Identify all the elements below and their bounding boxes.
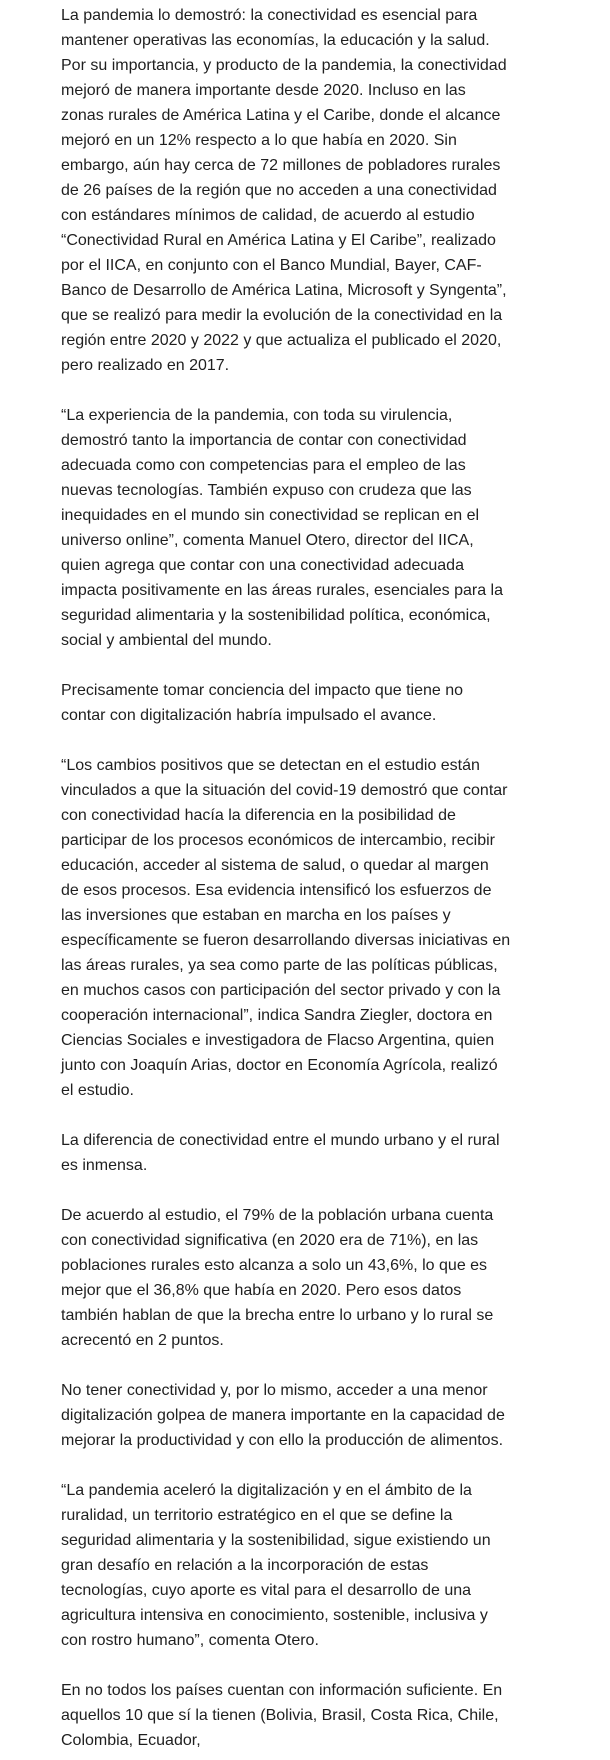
article-paragraph: No tener conectividad y, por lo mismo, acceder a una menor digitalización golpea de manera importante en la capacidad de mejorar la productividad y con ello la producción de alimentos. [61, 1382, 505, 1449]
article-paragraph: “La pandemia aceleró la digitalización y en el ámbito de la ruralidad, un territorio estratégico en el que se define la seguridad alimentaria y la sostenibilidad, sigue existiendo un gran desafío en relación a la incorporación de estas tecnologías, cuyo aporte es vital para el desarrollo de una agricultura intensiva en conocimiento, sostenible, inclusiva y con rostro humano”, comenta Otero. [61, 1482, 491, 1649]
article-paragraph: La diferencia de conectividad entre el mundo urbano y el rural es inmensa. [61, 1132, 500, 1174]
article-paragraph: Precisamente tomar conciencia del impacto que tiene no contar con digitalización habría impulsado el avance. [61, 682, 463, 724]
article-paragraph: De acuerdo al estudio, el 79% de la población urbana cuenta con conectividad significativa (en 2020 era de 71%), en las poblaciones rurales esto alcanza a solo un 43,6%, lo que es mejor que el 36,8% que había en 2020. Pero esos datos también hablan de que la brecha entre lo urbano y lo rural se acrecentó en 2 puntos. [61, 1207, 494, 1349]
article-paragraph: La pandemia lo demostró: la conectividad es esencial para mantener operativas las economías, la educación y la salud. Por su importancia, y producto de la pandemia, la conectividad mejoró de manera importante desde 2020. Incluso en las zonas rurales de América Latina y el Caribe, donde el alcance mejoró en un 12% respecto a lo que había en 2020. Sin embargo, aún hay cerca de 72 millones de pobladores rurales de 26 países de la región que no acceden a una conectividad con estándares mínimos de calidad, de acuerdo al estudio “Conectividad Rural en América Latina y El Caribe”, realizado por el IICA, en conjunto con el Banco Mundial, Bayer, CAF- Banco de Desarrollo de América Latina, Microsoft y Syngenta”, que se realizó para medir la evolución de la conectividad en la región entre 2020 y 2022 y que actualiza el publicado el 2020, pero realizado en 2017. [61, 7, 507, 374]
article-body [61, 3, 561, 1753]
article-paragraph: “Los cambios positivos que se detectan en el estudio están vinculados a que la situación del covid-19 demostró que contar con conectividad hacía la diferencia en la posibilidad de participar de los procesos económicos de intercambio, recibir educación, acceder al sistema de salud, o quedar al margen de esos procesos. Esa evidencia intensificó los esfuerzos de las inversiones que estaban en marcha en los países y específicamente se fueron desarrollando diversas iniciativas en las áreas rurales, ya sea como parte de las políticas públicas, en muchos casos con participación del sector privado y con la cooperación internacional”, indica Sandra Ziegler, doctora en Ciencias Sociales e investigadora de Flacso Argentina, quien junto con Joaquín Arias, doctor en Economía Agrícola, realizó el estudio. [61, 757, 511, 1099]
article-paragraph: “La experiencia de la pandemia, con toda su virulencia, demostró tanto la importancia de contar con conectividad adecuada como con competencias para el empleo de las nuevas tecnologías. También expuso con crudeza que las inequidades en el mundo sin conectividad se replican en el universo online”, comenta Manuel Otero, director del IICA, quien agrega que contar con una conectividad adecuada impacta positivamente en las áreas rurales, esenciales para la seguridad alimentaria y la sostenibilidad política, económica, social y ambiental del mundo. [61, 407, 504, 649]
article-paragraph: En no todos los países cuentan con información suficiente. En aquellos 10 que sí la tienen (Bolivia, Brasil, Costa Rica, Chile, Colombia, Ecuador, [61, 1682, 503, 1749]
